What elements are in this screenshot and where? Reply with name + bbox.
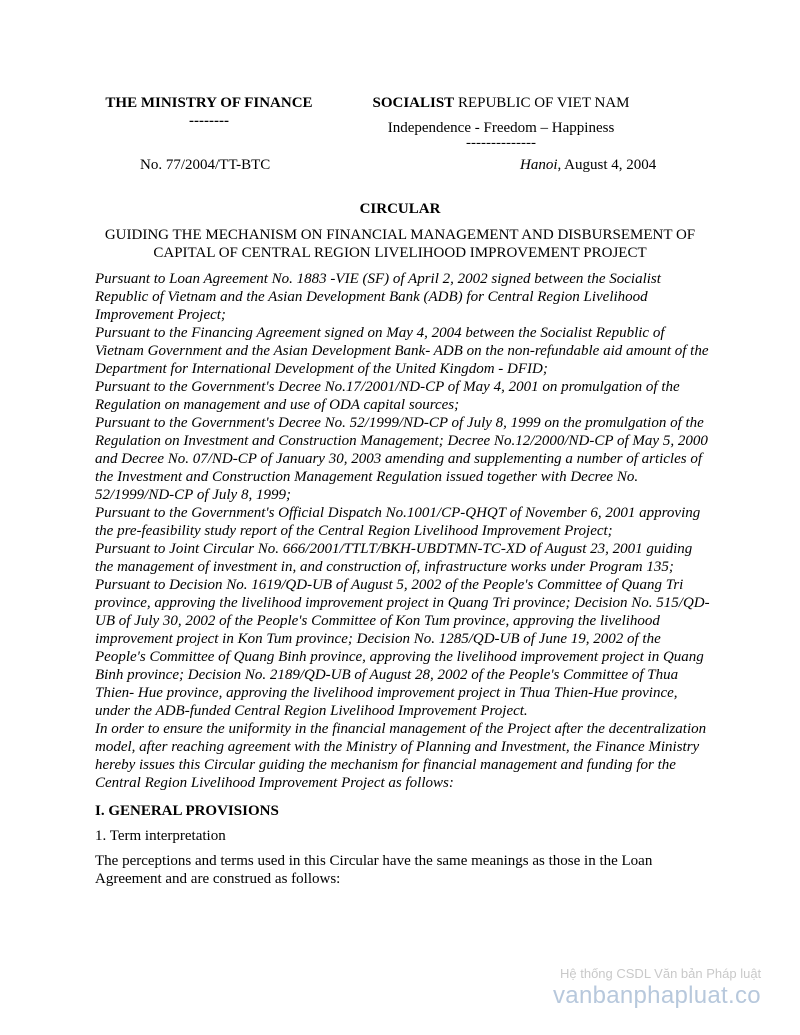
ministry-rule: -------- [189,113,229,129]
preamble-paragraph: Pursuant to the Government's Official Dispatch No.1001/CP-QHQT of November 6, 2001 approving the pre-feasibility study report of the Central Region Livelihood Improvement Project; [95,505,701,539]
watermark-site: vanbanphapluat.co [553,982,761,1009]
preamble-paragraph: In order to ensure the uniformity in the financial management of the Project after the decentralization model, after reaching agreement with the Ministry of Planning and Investment, the Finance Ministry hereby issues this Circular guiding the mechanism for financial management and funding for the Central Region Livelihood Improvement Project as follows: [95,721,707,791]
document-number: No. 77/2004/TT-BTC [140,157,271,173]
national-motto: Independence - Freedom – Happiness [387,120,615,136]
document-date [520,157,656,174]
preamble-paragraph: Pursuant to Joint Circular No. 666/2001/TTLT/BKH-UBDTMN-TC-XD of August 23, 2001 guiding the management of investment in, and construction of, infrastructure works under Program 135; [95,541,693,575]
republic-name [362,95,640,112]
republic-name-rest: REPUBLIC OF VIET NAM [454,95,630,111]
preamble-paragraph: Pursuant to the Financing Agreement signed on May 4, 2004 between the Socialist Republic of Vietnam Government and the Asian Development Bank- ADB on the non-refundable aid amount of the Department for International Development of the United Kingdom - DFID; [95,325,709,377]
document-body [95,270,710,888]
article-item: 1. Term interpretation [95,828,226,844]
issuing-authority-block [99,95,319,128]
date-place: Hanoi [520,157,558,173]
section-heading: I. GENERAL PROVISIONS [95,803,279,819]
national-title-block [362,95,640,149]
ministry-name: THE MINISTRY OF FINANCE [105,95,313,111]
preamble-paragraph: Pursuant to the Government's Decree No. 52/1999/ND-CP of July 8, 1999 on the promulgation of the Regulation on Investment and Construction Management; Decree No.12/2000/ND-CP of May 5, 2000 and Decree No. 07/ND-CP of January 30, 2003 amending and supplementing a number of articles of the Investment and Construction Management Regulation issued together with Decree No. 52/1999/ND-CP of July 8, 1999; [95,415,708,503]
preamble-paragraph: Pursuant to the Government's Decree No.17/2001/ND-CP of May 4, 2001 on promulgation of the Regulation on management and use of ODA capital sources; [95,379,680,413]
date-text: , August 4, 2004 [557,157,657,173]
preamble-paragraph: Pursuant to Loan Agreement No. 1883 -VIE (SF) of April 2, 2002 signed between the Socialist Republic of Vietnam and the Asian Development Bank (ADB) for Central Region Livelihood Improvement Project; [95,271,661,323]
motto-rule: -------------- [466,135,536,151]
document-subtitle: GUIDING THE MECHANISM ON FINANCIAL MANAGEMENT AND DISBURSEMENT OF CAPITAL OF CENTRAL REGION LIVELIHOOD IMPROVEMENT PROJECT [104,227,696,261]
document-title: CIRCULAR [359,201,441,217]
republic-name-bold: SOCIALIST [372,95,455,111]
preamble-paragraph: Pursuant to Decision No. 1619/QD-UB of August 5, 2002 of the People's Committee of Quang Tri province, approving the livelihood improvement project in Quang Tri province; Decision No. 515/QD-UB of July 30, 2002 of the People's Committee of Kon Tum province, approving the livelihood improvement project in Kon Tum province; Decision No. 1285/QD-UB of June 19, 2002 of the People's Committee of Quang Binh province, approving the livelihood improvement project in Quang Binh province; Decision No. 2189/QD-UB of August 28, 2002 of the People's Committee of Thua Thien- Hue province, approving the livelihood improvement project in Thua Thien-Hue province, under the ADB-funded Central Region Livelihood Improvement Project. [95,577,710,719]
watermark-caption: Hệ thống CSDL Văn bản Pháp luật [560,966,762,981]
body-paragraph: The perceptions and terms used in this Circular have the same meanings as those in the Loan Agreement and are construed as follows: [95,853,653,887]
